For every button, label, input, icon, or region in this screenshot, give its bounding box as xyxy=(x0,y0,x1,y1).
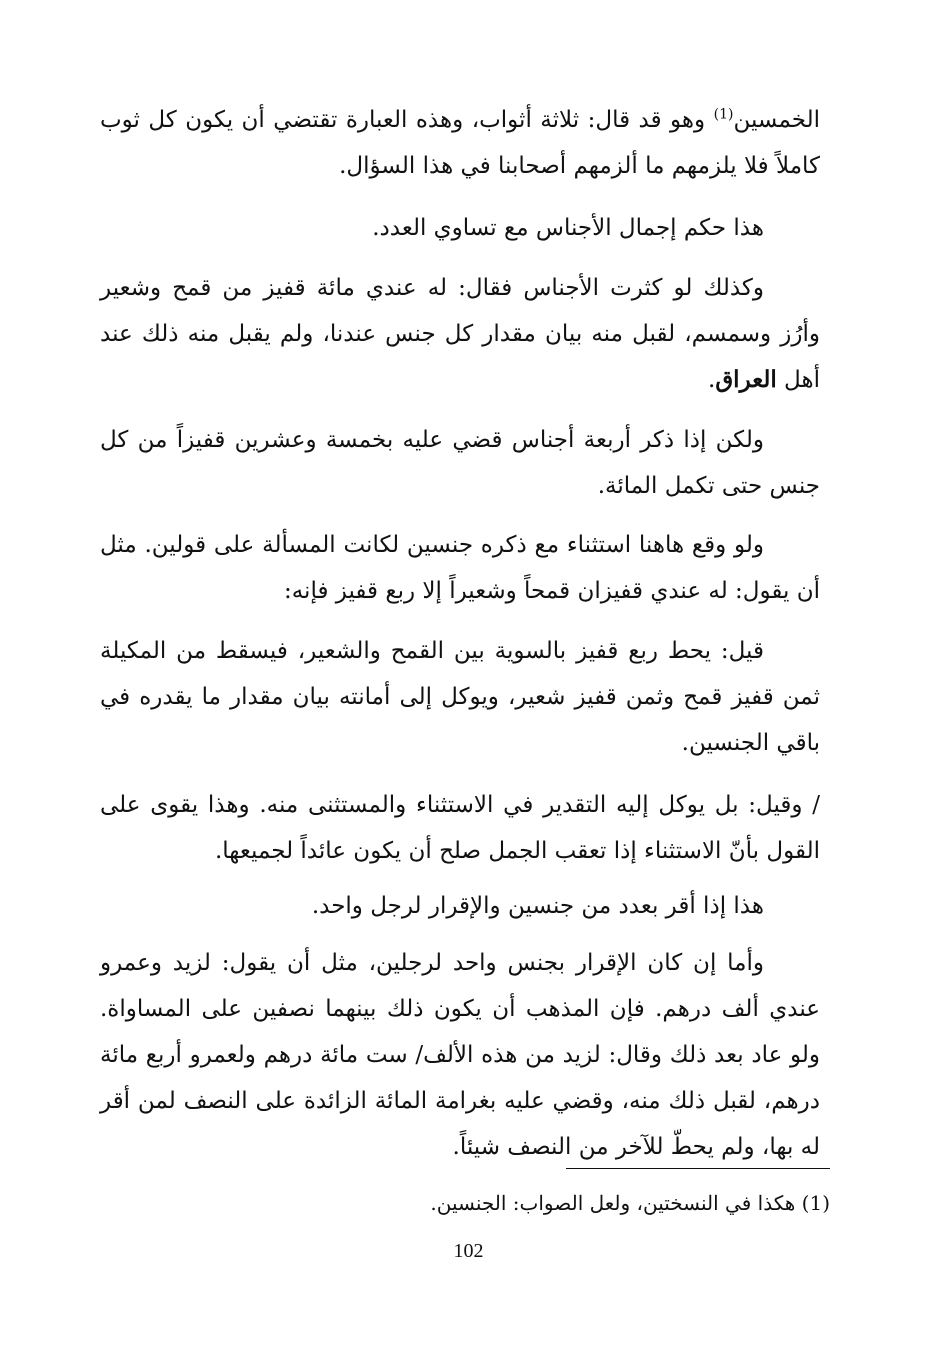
paragraph-4-text: ولكن إذا ذكر أربعة أجناس قضي عليه بخمسة وعشرين قفيزاً من كل جنس حتى تكمل المائة. xyxy=(100,427,820,499)
paragraph-1-text-b: وهو قد قال: ثلاثة أثواب، وهذه العبارة تقتضي أن يكون كل ثوب كاملاً فلا يلزمهم ما ألزمهم أصحابنا في هذا السؤال. xyxy=(100,107,820,179)
paragraph-1-text-a: الخمسين xyxy=(733,107,820,133)
footnote: (1) هكذا في النسختين، ولعل الصواب: الجنسين. xyxy=(430,1191,830,1215)
paragraph-9 xyxy=(100,940,820,1170)
paragraph-3-text-c: . xyxy=(708,367,716,393)
paragraph-7-text: / وقيل: بل يوكل إليه التقدير في الاستثناء والمستثنى منه. وهذا يقوى على القول بأنّ الاستثناء إذا تعقب الجمل صلح أن يكون عائداً لجميعها. xyxy=(100,792,820,864)
paragraph-8 xyxy=(100,883,820,929)
footnote-divider xyxy=(566,1168,830,1169)
paragraph-2 xyxy=(100,205,820,251)
paragraph-7 xyxy=(100,782,820,874)
footnote-marker: (1) xyxy=(713,106,734,123)
paragraph-2-text: هذا حكم إجمال الأجناس مع تساوي العدد. xyxy=(372,215,764,241)
paragraph-5 xyxy=(100,522,820,614)
paragraph-3-text-a: وكذلك لو كثرت الأجناس فقال: له عندي مائة قفيز من قمح وشعير وأرُز وسمسم، لقبل منه بيان مقدار كل جنس عندنا، ولم يقبل منه ذلك عند أهل xyxy=(100,275,820,393)
paragraph-1 xyxy=(100,97,820,189)
paragraph-9-text: وأما إن كان الإقرار بجنس واحد لرجلين، مثل أن يقول: لزيد وعمرو عندي ألف درهم. فإن المذهب أن يكون ذلك بينهما نصفين على المساواة. ولو عاد بعد ذلك وقال: لزيد من هذه الألف/ ست مائة درهم ولعمرو أربع مائة درهم، لقبل ذلك منه، وقضي عليه بغرامة المائة الزائدة على النصف لمن أقر له بها، ولم يحطّ للآخر من النصف شيئاً. xyxy=(100,950,820,1160)
paragraph-3 xyxy=(100,265,820,403)
paragraph-4 xyxy=(100,417,820,509)
paragraph-6 xyxy=(100,628,820,766)
paragraph-6-text: قيل: يحط ربع قفيز بالسوية بين القمح والشعير، فيسقط من المكيلة ثمن قفيز قمح وثمن قفيز شعير، ويوكل إلى أمانته بيان مقدار ما يقدره في باقي الجنسين. xyxy=(100,638,820,756)
paragraph-5-text: ولو وقع هاهنا استثناء مع ذكره جنسين لكانت المسألة على قولين. مثل أن يقول: له عندي قفيزان قمحاً وشعيراً إلا ربع قفيز فإنه: xyxy=(100,532,820,604)
paragraph-8-text: هذا إذا أقر بعدد من جنسين والإقرار لرجل واحد. xyxy=(311,893,764,919)
page-number: 102 xyxy=(453,1240,484,1262)
paragraph-3-bold-word: العراق xyxy=(715,366,777,393)
